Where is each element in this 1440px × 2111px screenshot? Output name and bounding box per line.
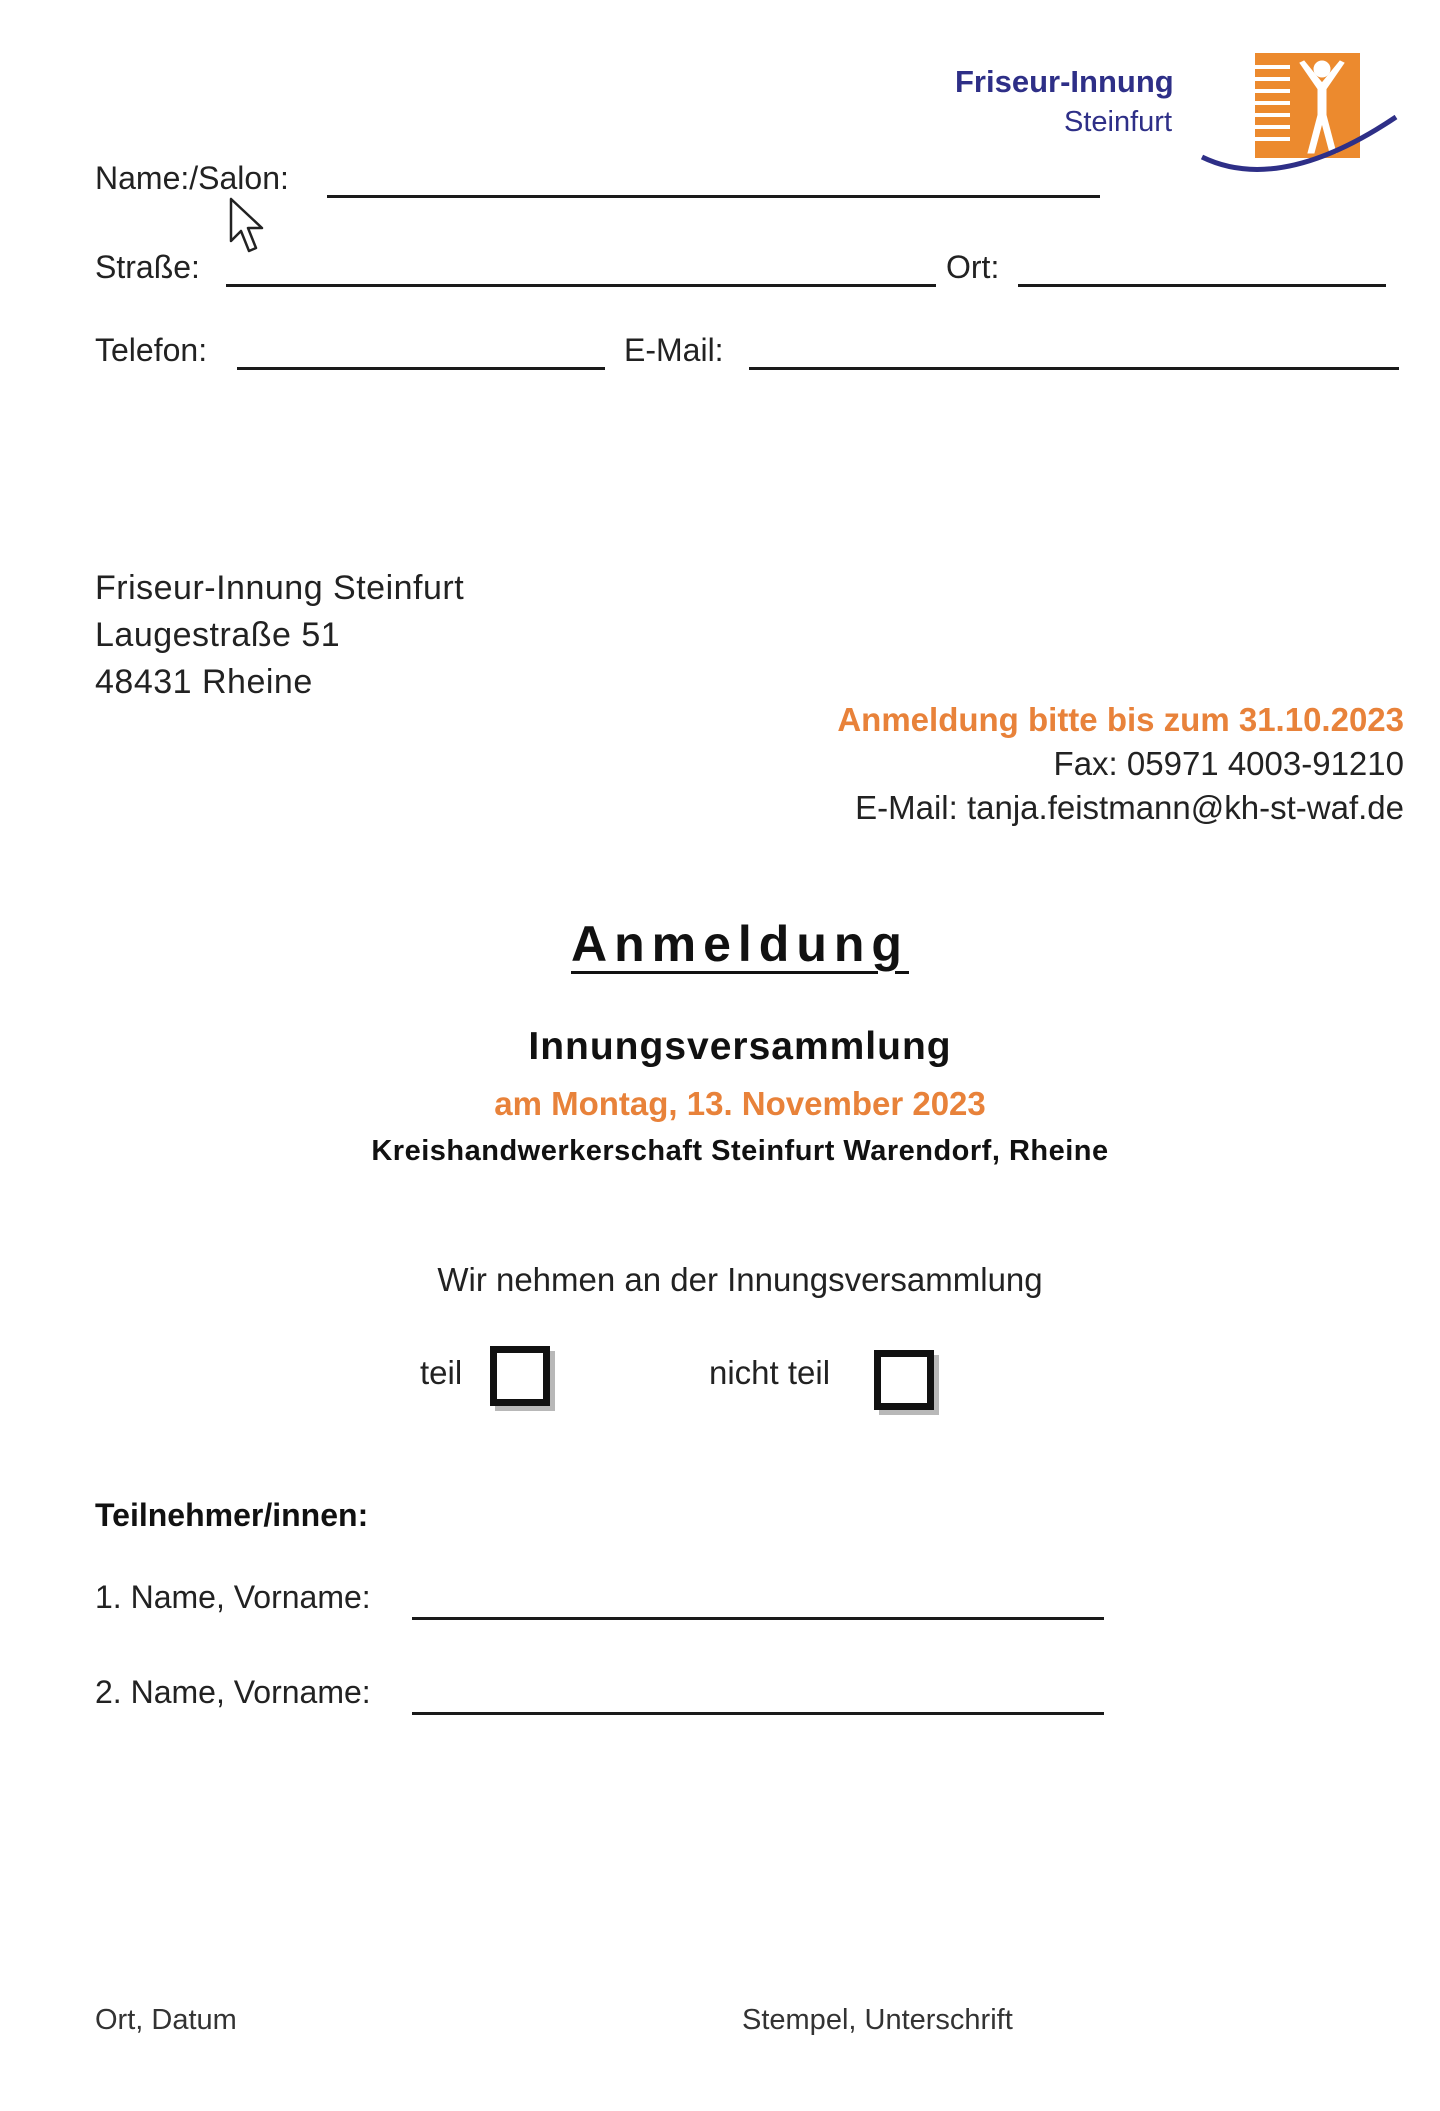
stempel-unterschrift-label: Stempel, Unterschrift bbox=[742, 2004, 1013, 2036]
mouse-cursor-icon bbox=[228, 197, 268, 257]
email-label: E-Mail: bbox=[624, 332, 724, 368]
contact-email: E-Mail: tanja.feistmann@kh-st-waf.de bbox=[855, 789, 1404, 826]
logo-subtitle: Steinfurt bbox=[1064, 106, 1172, 138]
event-subtitle: Innungsversammlung bbox=[528, 1025, 952, 1068]
ort-line[interactable] bbox=[1018, 284, 1386, 287]
email-line[interactable] bbox=[749, 367, 1399, 370]
strasse-label: Straße: bbox=[95, 249, 200, 285]
name-salon-line[interactable] bbox=[327, 195, 1100, 198]
deadline-block bbox=[837, 698, 1404, 830]
address-line-3: 48431 Rheine bbox=[95, 663, 313, 701]
guild-logo-icon bbox=[1200, 45, 1400, 175]
event-venue: Kreishandwerkerschaft Steinfurt Warendorf, Rheine bbox=[371, 1135, 1109, 1167]
ort-datum-label: Ort, Datum bbox=[95, 2004, 237, 2036]
recipient-address bbox=[95, 565, 464, 706]
option-no-label: nicht teil bbox=[709, 1354, 831, 1391]
participant-2-line[interactable] bbox=[412, 1712, 1104, 1715]
attendance-question: Wir nehmen an der Innungsversammlung bbox=[437, 1261, 1043, 1298]
address-line-1: Friseur-Innung Steinfurt bbox=[95, 569, 465, 607]
checkbox-teil[interactable] bbox=[490, 1346, 550, 1406]
telefon-label: Telefon: bbox=[95, 332, 208, 368]
participant-1-line[interactable] bbox=[412, 1617, 1104, 1620]
deadline-notice: Anmeldung bitte bis zum 31.10.2023 bbox=[837, 701, 1404, 738]
address-line-2: Laugestraße 51 bbox=[95, 616, 341, 654]
fax-number: Fax: 05971 4003-91210 bbox=[1053, 745, 1404, 782]
participant-1-label: 1. Name, Vorname: bbox=[95, 1579, 371, 1615]
checkbox-nicht-teil[interactable] bbox=[874, 1350, 934, 1410]
strasse-line[interactable] bbox=[226, 284, 936, 287]
telefon-line[interactable] bbox=[237, 367, 605, 370]
name-salon-label: Name:/Salon: bbox=[95, 160, 289, 196]
page-title: Anmeldung bbox=[571, 916, 909, 972]
participant-2-label: 2. Name, Vorname: bbox=[95, 1674, 371, 1710]
option-yes-label: teil bbox=[420, 1354, 463, 1391]
event-date: am Montag, 13. November 2023 bbox=[494, 1085, 986, 1122]
ort-label: Ort: bbox=[946, 249, 1000, 285]
logo-title: Friseur-Innung bbox=[955, 64, 1174, 99]
participants-heading: Teilnehmer/innen: bbox=[95, 1497, 369, 1533]
